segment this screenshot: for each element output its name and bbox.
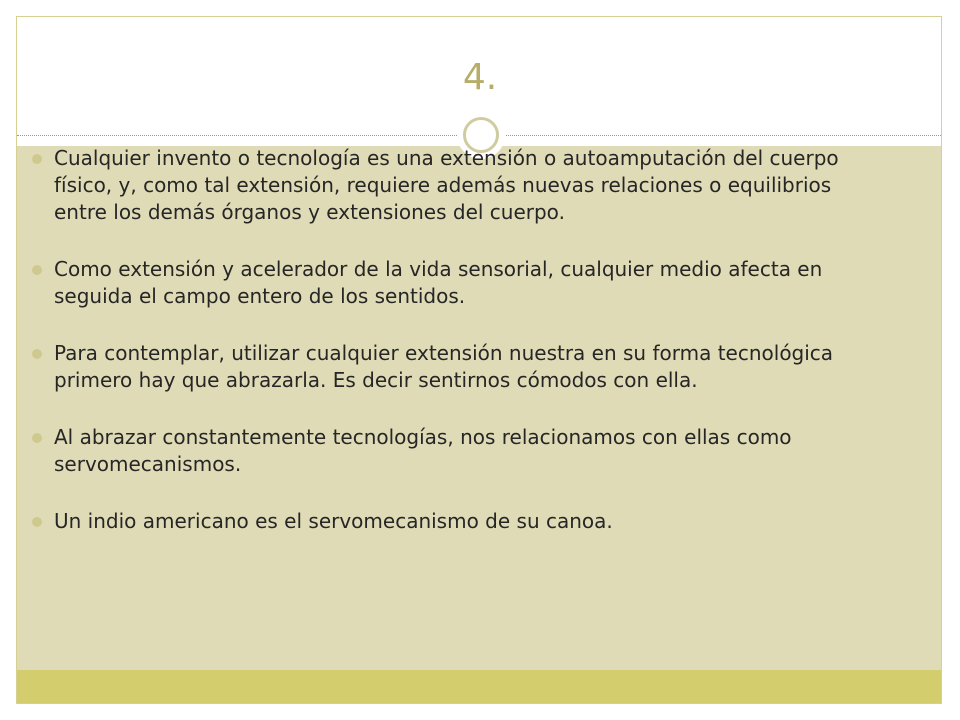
- bullet-list: [30, 145, 890, 565]
- bullet-text: Un indio americano es el servomecanismo de su canoa.: [54, 509, 613, 533]
- bullet-icon: [32, 154, 42, 164]
- bullet-text: Para contemplar, utilizar cualquier extensión nuestra en su forma tecnológica primero hay que abrazarla. Es decir sentirnos cómodos con ella.: [54, 341, 834, 392]
- bullet-icon: [32, 517, 42, 527]
- bullet-text: Al abrazar constantemente tecnologías, nos relacionamos con ellas como servomecanismos.: [54, 425, 792, 476]
- list-item: [30, 340, 890, 394]
- slide-title: 4.: [462, 57, 498, 98]
- list-item: [30, 424, 890, 478]
- list-item: [30, 145, 890, 226]
- bullet-text: Como extensión y acelerador de la vida sensorial, cualquier medio afecta en seguida el campo entero de los sentidos.: [54, 257, 823, 308]
- list-item: [30, 508, 890, 535]
- bullet-icon: [32, 265, 42, 275]
- bullet-text: Cualquier invento o tecnología es una extensión o autoamputación del cuerpo físico, y, como tal extensión, requiere además nuevas relaciones o equilibrios entre los demás órganos y extensiones del cuerpo.: [54, 146, 839, 224]
- bullet-icon: [32, 433, 42, 443]
- footer-band: [17, 670, 941, 703]
- list-item: [30, 256, 890, 310]
- bullet-icon: [32, 349, 42, 359]
